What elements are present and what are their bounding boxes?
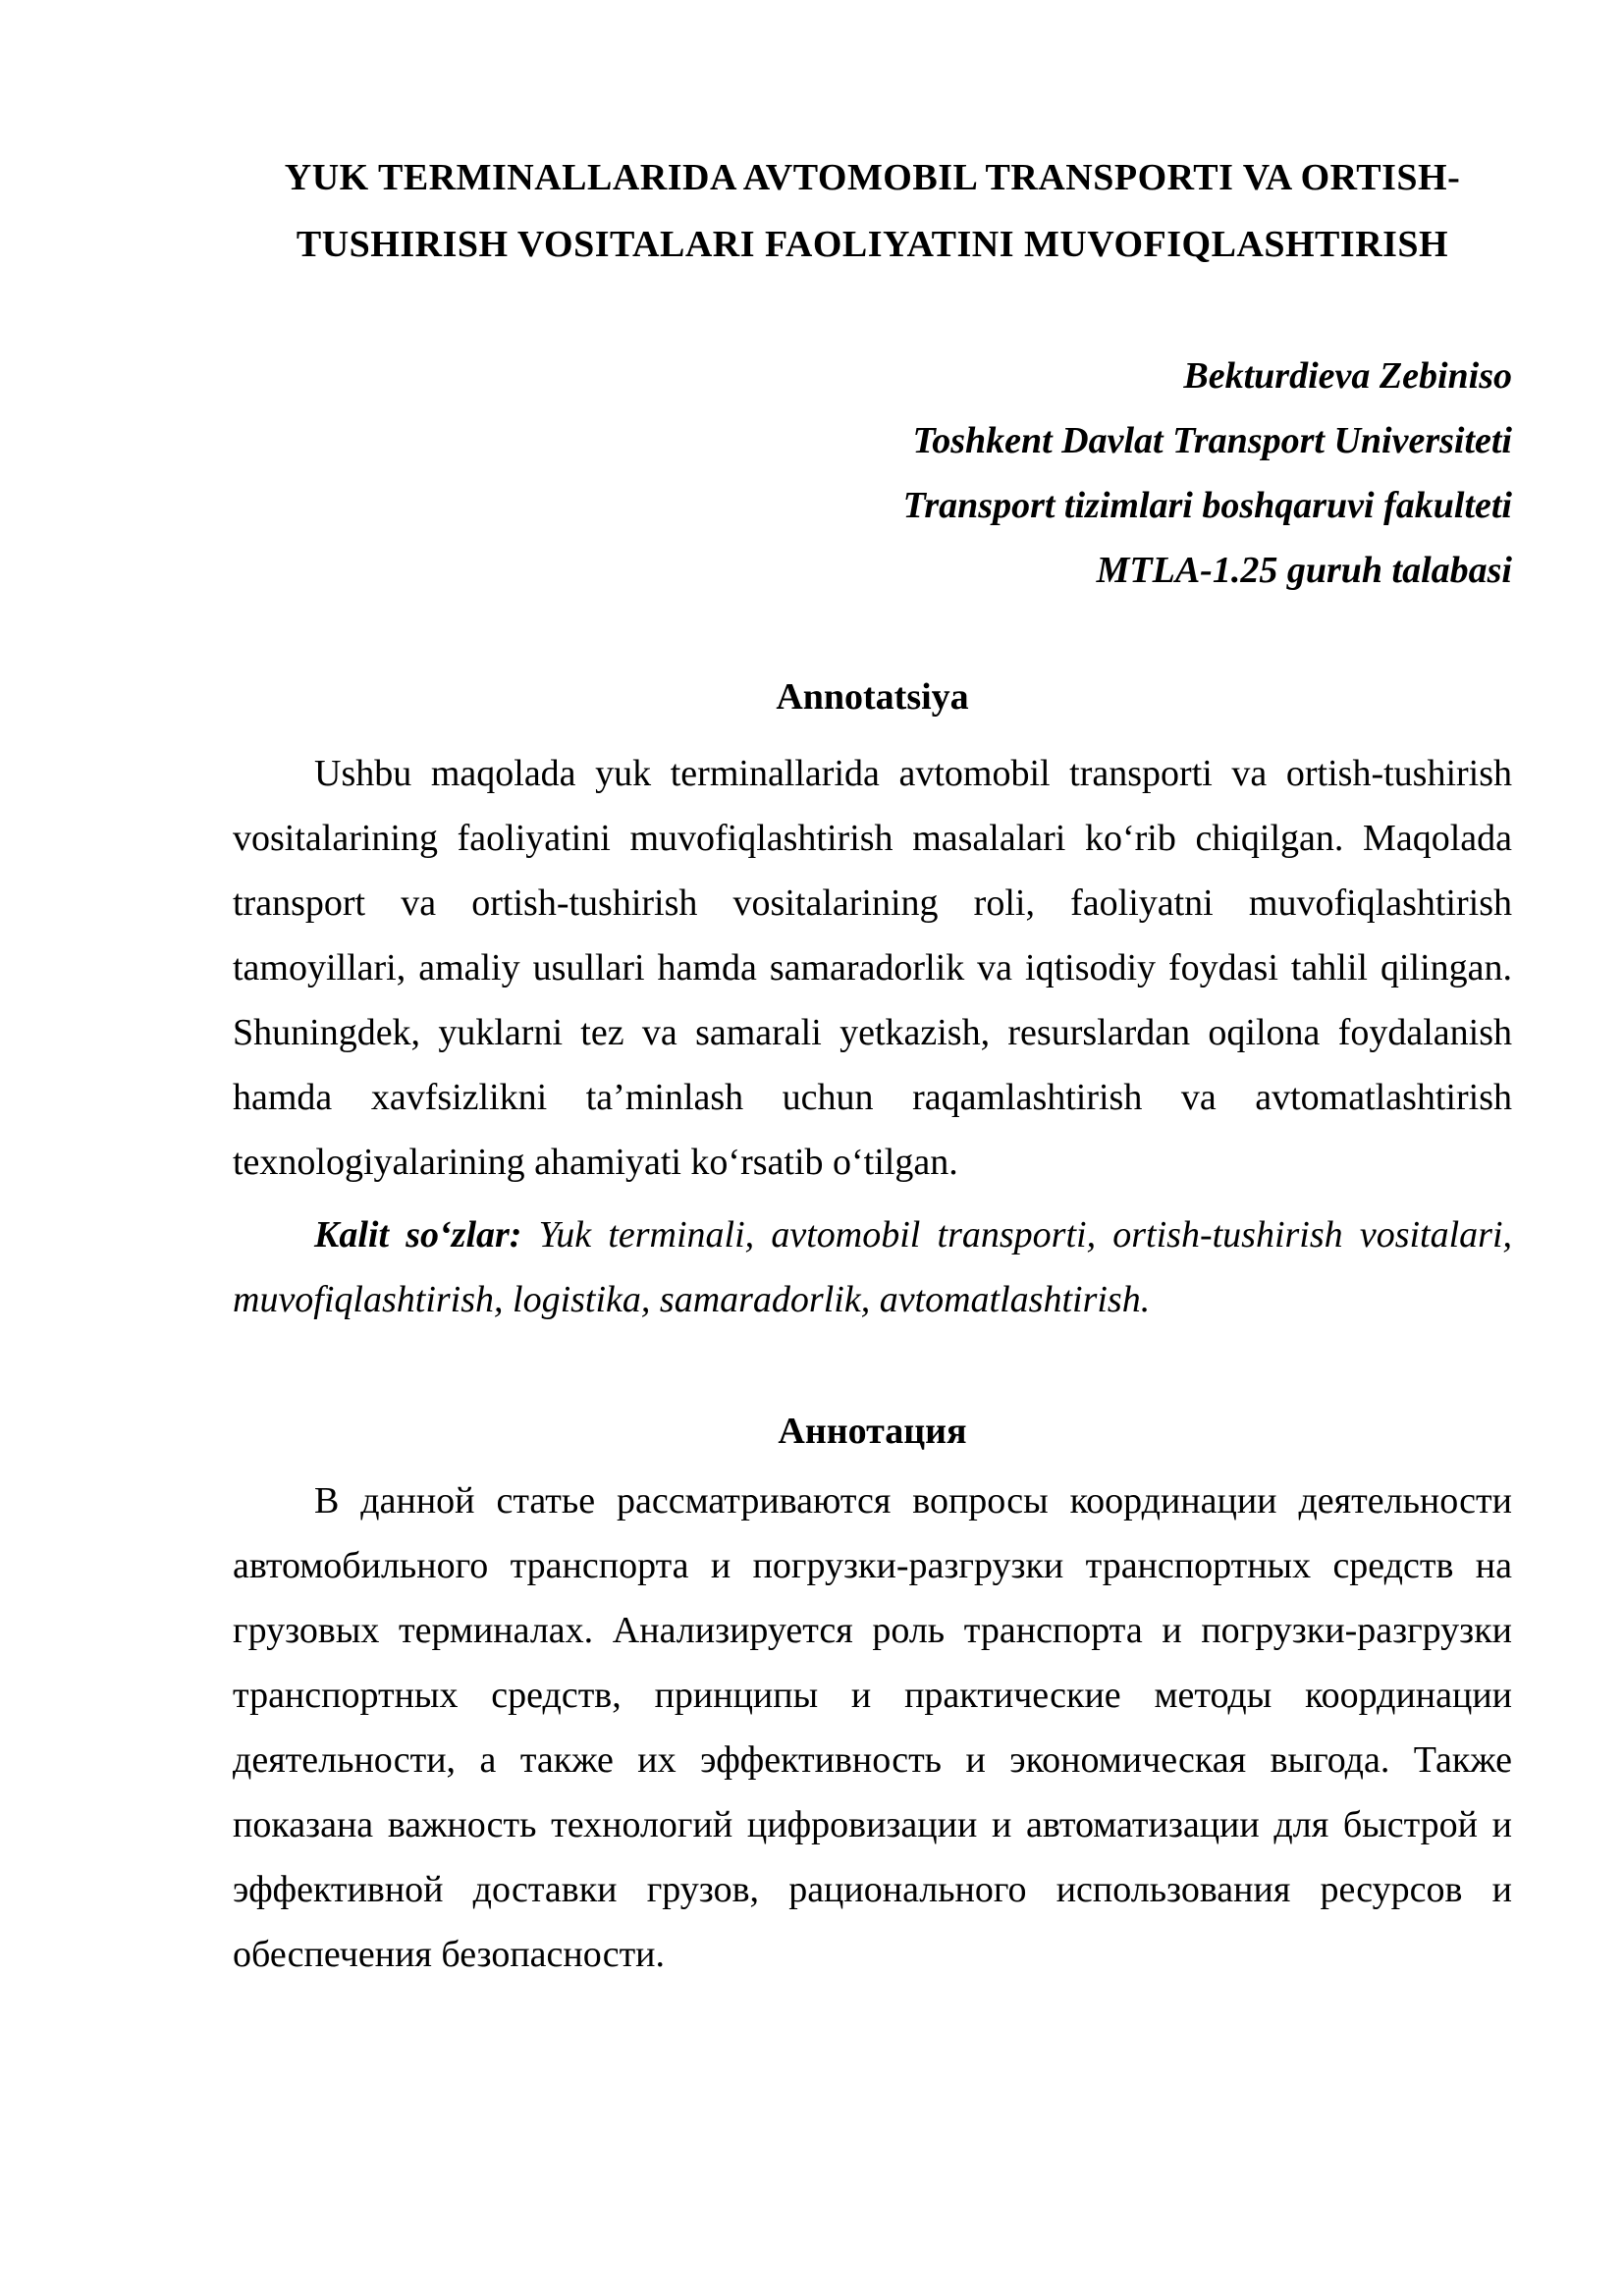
paragraph-line: показана важность технологий цифровизации и автоматизации для быстрой и [233,1804,1512,1845]
annotation-ru-heading: Аннотация [778,1411,967,1452]
paragraph-line: деятельности, а также их эффективность и экономическая выгода. Также [233,1739,1512,1781]
document-title [233,144,1512,278]
paragraph-line: texnologiyalarining ahamiyati ko‘rsatib o‘tilgan. [233,1142,958,1183]
paragraph-line: обеспечения безопасности. [233,1934,666,1975]
author-group: MTLA-1.25 guruh talabasi [1096,550,1512,591]
keywords-list-part-1: Yuk terminali, avtomobil transporti, ortish-tushirish vositalari, [521,1214,1513,1255]
paragraph-line: transport va ortish-tushirish vositalarining roli, faoliyatni muvofiqlashtirish [233,882,1512,924]
title-line-1: YUK TERMINALLARIDA AVTOMOBIL TRANSPORTI VA ORTISH- [284,157,1461,198]
paragraph-line: транспортных средств, принципы и практические методы координации [233,1675,1512,1716]
document-content [233,0,1512,1987]
paragraph-line: Shuningdek, yuklarni tez va samarali yetkazish, resurslardan oqilona foydalanish [233,1012,1512,1053]
paragraph-line: эффективной доставки грузов, рационального использования ресурсов и [233,1869,1512,1910]
author-faculty: Transport tizimlari boshqaruvi fakulteti [902,485,1512,526]
annotation-ru-paragraph [233,1468,1512,1987]
paragraph-line: Ushbu maqolada yuk terminallarida avtomobil transporti va ortish-tushirish [314,753,1512,794]
keywords-label: Kalit so‘zlar: [314,1214,522,1255]
paragraph-line [233,1202,1512,1267]
paragraph-line: автомобильного транспорта и погрузки-разгрузки транспортных средств на [233,1545,1512,1586]
paragraph-line: tamoyillari, amaliy usullari hamda samaradorlik va iqtisodiy foydasi tahlil qilingan. [233,947,1512,988]
author-university: Toshkent Davlat Transport Universiteti [912,420,1512,461]
annotation-uz-heading: Annotatsiya [776,676,969,718]
paragraph-line: В данной статье рассматриваются вопросы координации деятельности [314,1480,1512,1522]
author-block [233,344,1512,603]
title-line-2: TUSHIRISH VOSITALARI FAOLIYATINI MUVOFIQLASHTIRISH [296,224,1449,265]
paragraph-line: грузовых терминалах. Анализируется роль транспорта и погрузки-разгрузки [233,1610,1512,1651]
paragraph-line: vositalarining faoliyatini muvofiqlashtirish masalalari ko‘rib chiqilgan. Maqolada [233,818,1512,859]
keywords-list-part-2: muvofiqlashtirish, logistika, samaradorlik, avtomatlashtirish. [233,1279,1151,1320]
author-name: Bekturdieva Zebiniso [1183,355,1512,397]
keywords-paragraph [233,1202,1512,1332]
paragraph-line: hamda xavfsizlikni ta’minlash uchun raqamlashtirish va avtomatlashtirish [233,1077,1512,1118]
annotation-uz-paragraph [233,741,1512,1195]
